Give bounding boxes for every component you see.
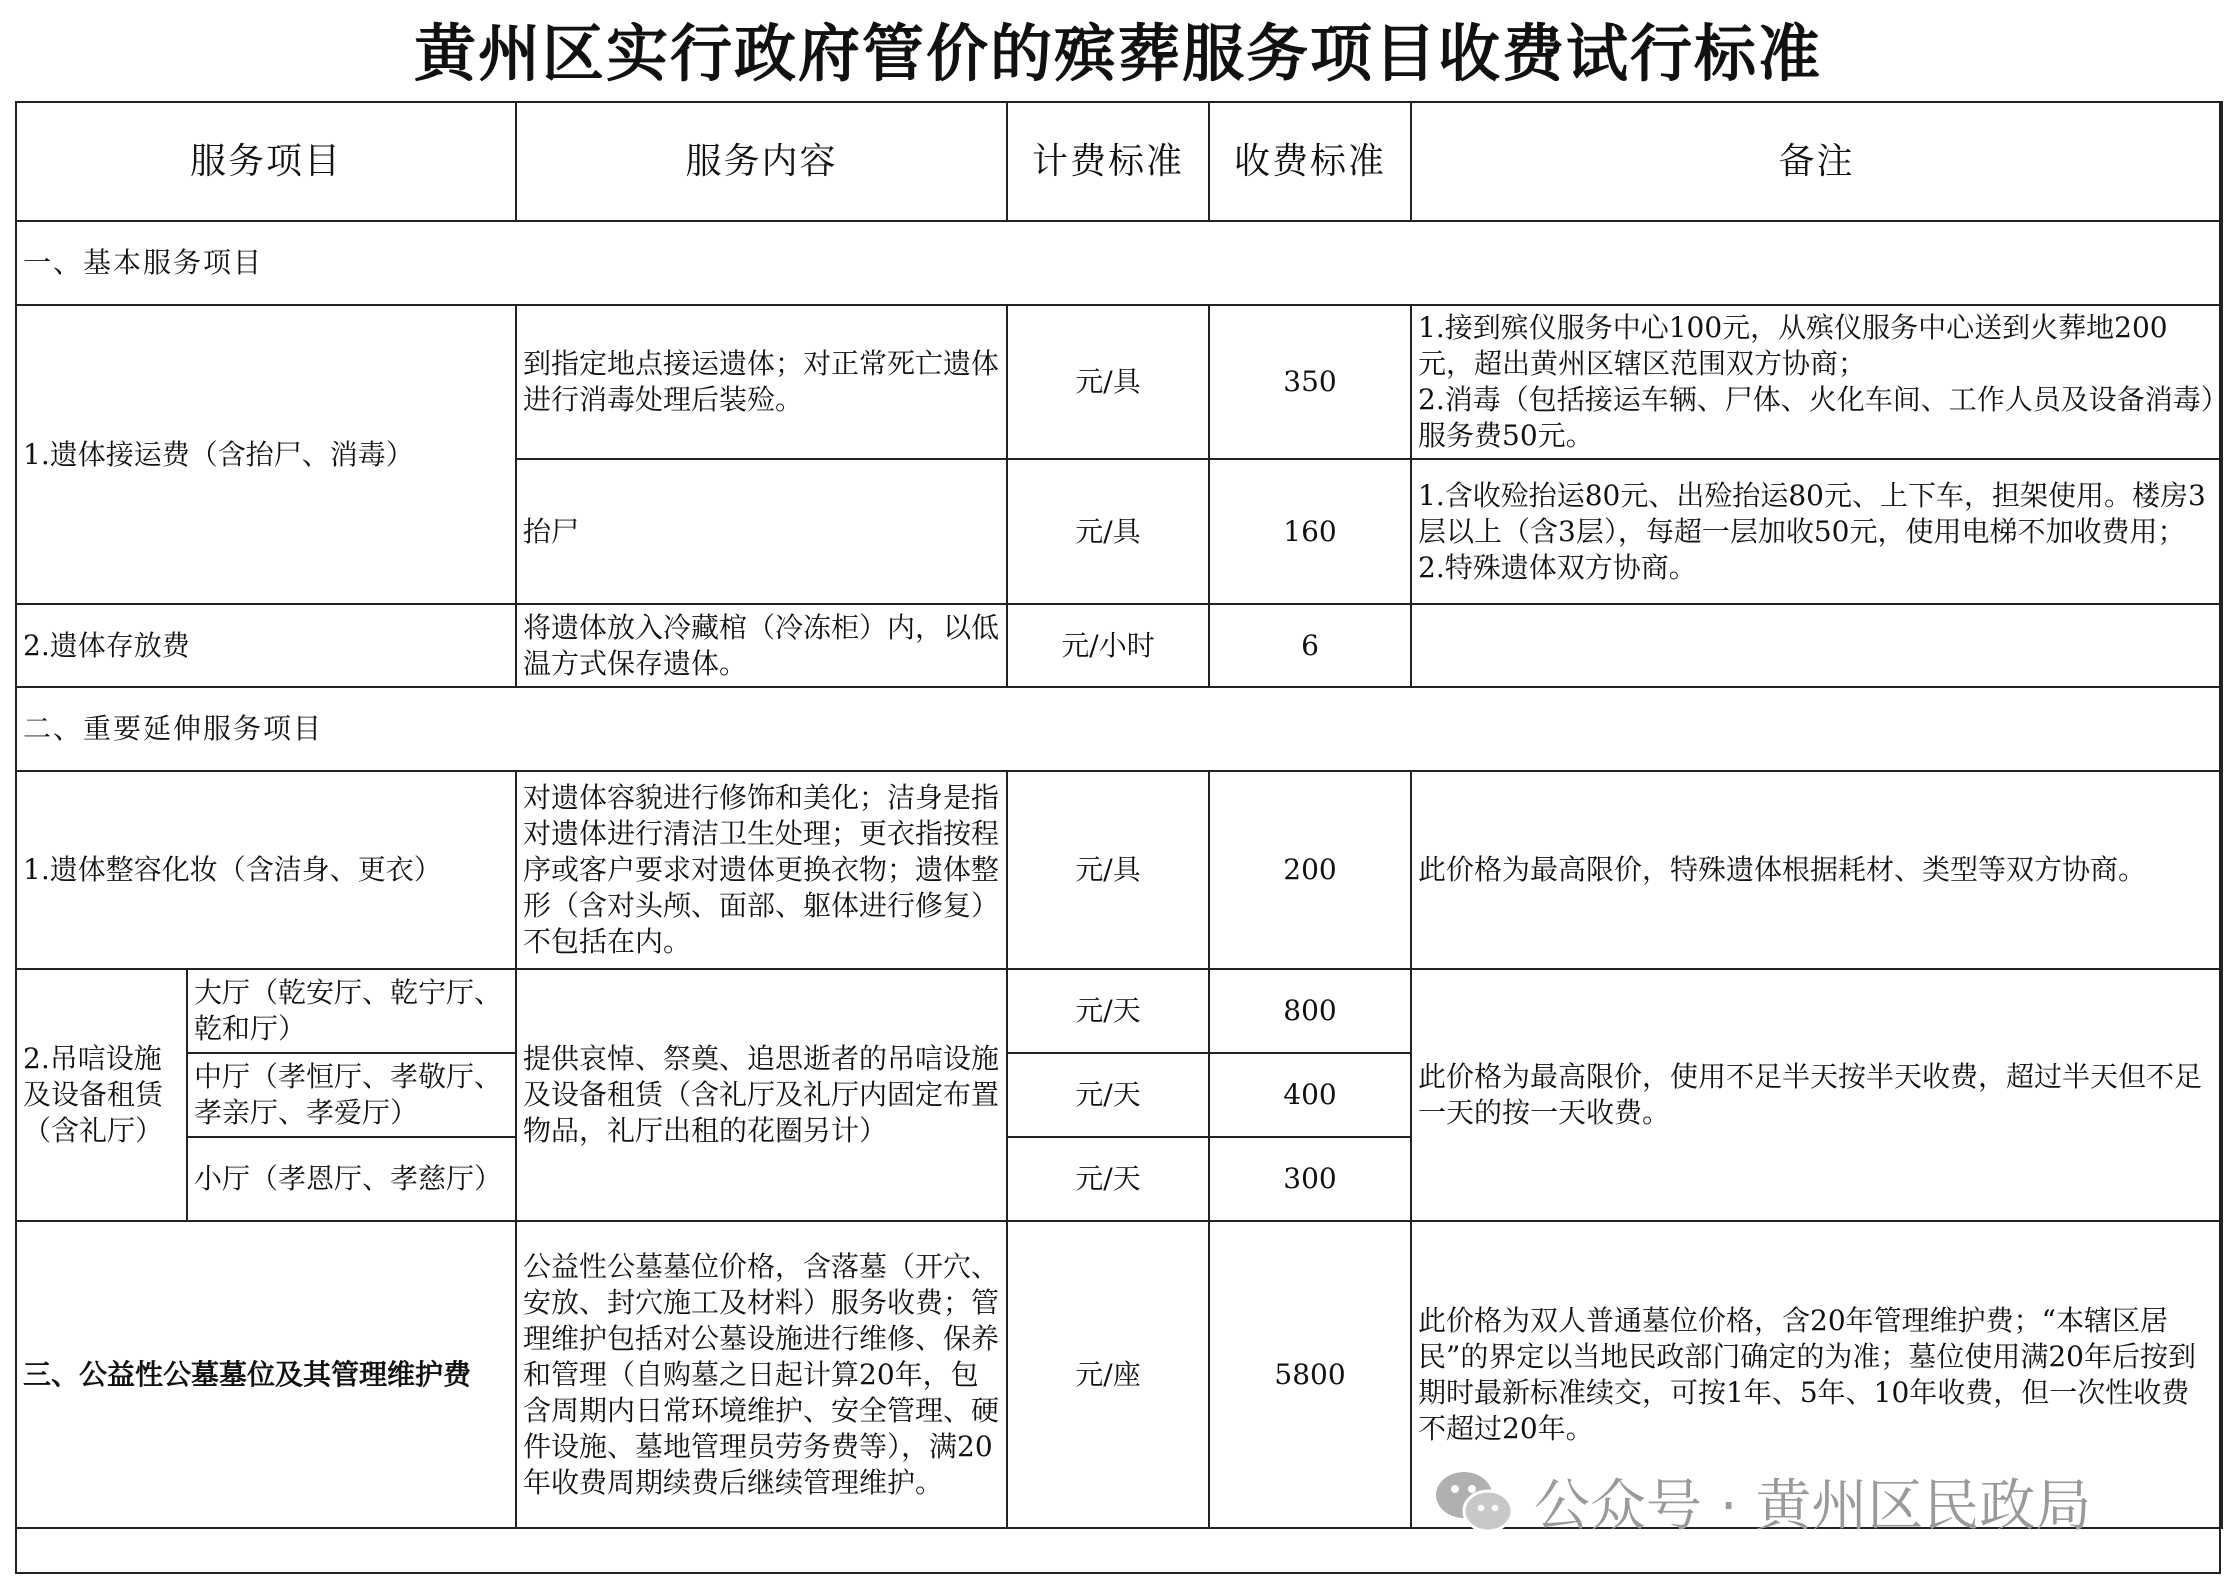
content-makeup: 对遗体容貌进行修饰和美化；洁身是指对遗体进行清洁卫生处理；更衣指按程序或客户要求对遗体更换衣物；遗体整形（含对头颅、面部、躯体进行修复）不包括在内。 bbox=[516, 771, 1007, 969]
table-row bbox=[16, 969, 2222, 1053]
content-storage: 将遗体放入冷藏棺（冷冻柜）内，以低温方式保存遗体。 bbox=[516, 604, 1007, 687]
document-title: 黄州区实行政府管价的殡葬服务项目收费试行标准 bbox=[413, 17, 1822, 90]
section-row-basic bbox=[16, 221, 2222, 305]
item-halls: 2.吊唁设施及设备租赁（含礼厅） bbox=[16, 969, 187, 1221]
item-cemetery: 三、公益性公墓墓位及其管理维护费 bbox=[16, 1221, 516, 1528]
unit-transport: 元/具 bbox=[1007, 305, 1209, 459]
table-row bbox=[16, 604, 2222, 687]
section-row-extended bbox=[16, 687, 2222, 771]
price-storage: 6 bbox=[1209, 604, 1411, 687]
wechat-icon bbox=[1432, 1467, 1516, 1537]
price-cemetery: 5800 bbox=[1209, 1221, 1411, 1528]
item-transport: 1.遗体接运费（含抬尸、消毒） bbox=[16, 305, 516, 604]
note-line: 1.接到殡仪服务中心100元，从殡仪服务中心送到火葬地200元，超出黄州区辖区范围双方协商； bbox=[1418, 311, 2168, 380]
hall-large-name: 大厅（乾安厅、乾宁厅、乾和厅） bbox=[187, 969, 516, 1053]
content-lift-body: 抬尸 bbox=[516, 459, 1007, 604]
unit-lift-body: 元/具 bbox=[1007, 459, 1209, 604]
watermark bbox=[1432, 1462, 2091, 1542]
price-makeup: 200 bbox=[1209, 771, 1411, 969]
hall-medium-name: 中厅（孝恒厅、孝敬厅、孝亲厅、孝爱厅） bbox=[187, 1053, 516, 1137]
section-extended: 二、重要延伸服务项目 bbox=[16, 687, 2222, 771]
note-line: 2.消毒（包括接运车辆、尸体、火化车间、工作人员及设备消毒）服务费50元。 bbox=[1418, 383, 2215, 452]
price-hall-small: 300 bbox=[1209, 1137, 1411, 1221]
content-transport: 到指定地点接运遗体；对正常死亡遗体进行消毒处理后装殓。 bbox=[516, 305, 1007, 459]
content-halls: 提供哀悼、祭奠、追思逝者的吊唁设施及设备租赁（含礼厅及礼厅内固定布置物品，礼厅出租的花圈另计） bbox=[516, 969, 1007, 1221]
watermark-text: 公众号 · 黄州区民政局 bbox=[1534, 1474, 2092, 1539]
header-note: 备注 bbox=[1411, 102, 2222, 221]
price-hall-large: 800 bbox=[1209, 969, 1411, 1053]
header-row bbox=[16, 102, 2222, 221]
note-transport bbox=[1411, 305, 2222, 459]
item-makeup: 1.遗体整容化妆（含洁身、更衣） bbox=[16, 771, 516, 969]
unit-storage: 元/小时 bbox=[1007, 604, 1209, 687]
price-transport: 350 bbox=[1209, 305, 1411, 459]
hall-small-name: 小厅（孝恩厅、孝慈厅） bbox=[187, 1137, 516, 1221]
note-line: 1.含收殓抬运80元、出殓抬运80元、上下车，担架使用。楼房3层以上（含3层），每超一层加收50元，使用电梯不加收费用； bbox=[1418, 478, 2206, 548]
note-makeup: 此价格为最高限价，特殊遗体根据耗材、类型等双方协商。 bbox=[1411, 771, 2222, 969]
price-lift-body: 160 bbox=[1209, 459, 1411, 604]
unit-makeup: 元/具 bbox=[1007, 771, 1209, 969]
note-cemetery: 此价格为双人普通墓位价格，含20年管理维护费；“本辖区居民”的界定以当地民政部门确定的为准；墓位使用满20年后按到期时最新标准续交，可按1年、5年、10年收费，但一次性收费不超过20年。 bbox=[1411, 1221, 2222, 1528]
note-lift-body bbox=[1411, 459, 2222, 604]
header-content: 服务内容 bbox=[516, 102, 1007, 221]
note-halls: 此价格为最高限价，使用不足半天按半天收费，超过半天但不足一天的按一天收费。 bbox=[1411, 969, 2222, 1221]
item-storage: 2.遗体存放费 bbox=[16, 604, 516, 687]
note-line: 2.特殊遗体双方协商。 bbox=[1418, 550, 1697, 584]
fee-table bbox=[15, 101, 2223, 1529]
header-unit: 计费标准 bbox=[1007, 102, 1209, 221]
unit-cemetery: 元/座 bbox=[1007, 1221, 1209, 1528]
note-storage bbox=[1411, 604, 2222, 687]
unit-hall-small: 元/天 bbox=[1007, 1137, 1209, 1221]
content-cemetery: 公益性公墓墓位价格，含落墓（开穴、安放、封穴施工及材料）服务收费；管理维护包括对公墓设施进行维修、保养和管理（自购墓之日起计算20年，包含周期内日常环境维护、安全管理、硬件设施、墓地管理员劳务费等），满20年收费周期续费后继续管理维护。 bbox=[516, 1221, 1007, 1528]
unit-hall-medium: 元/天 bbox=[1007, 1053, 1209, 1137]
table-row bbox=[16, 305, 2222, 459]
unit-hall-large: 元/天 bbox=[1007, 969, 1209, 1053]
section-basic: 一、基本服务项目 bbox=[16, 221, 2222, 305]
header-item: 服务项目 bbox=[16, 102, 516, 221]
table-row bbox=[16, 771, 2222, 969]
header-price: 收费标准 bbox=[1209, 102, 1411, 221]
price-hall-medium: 400 bbox=[1209, 1053, 1411, 1137]
